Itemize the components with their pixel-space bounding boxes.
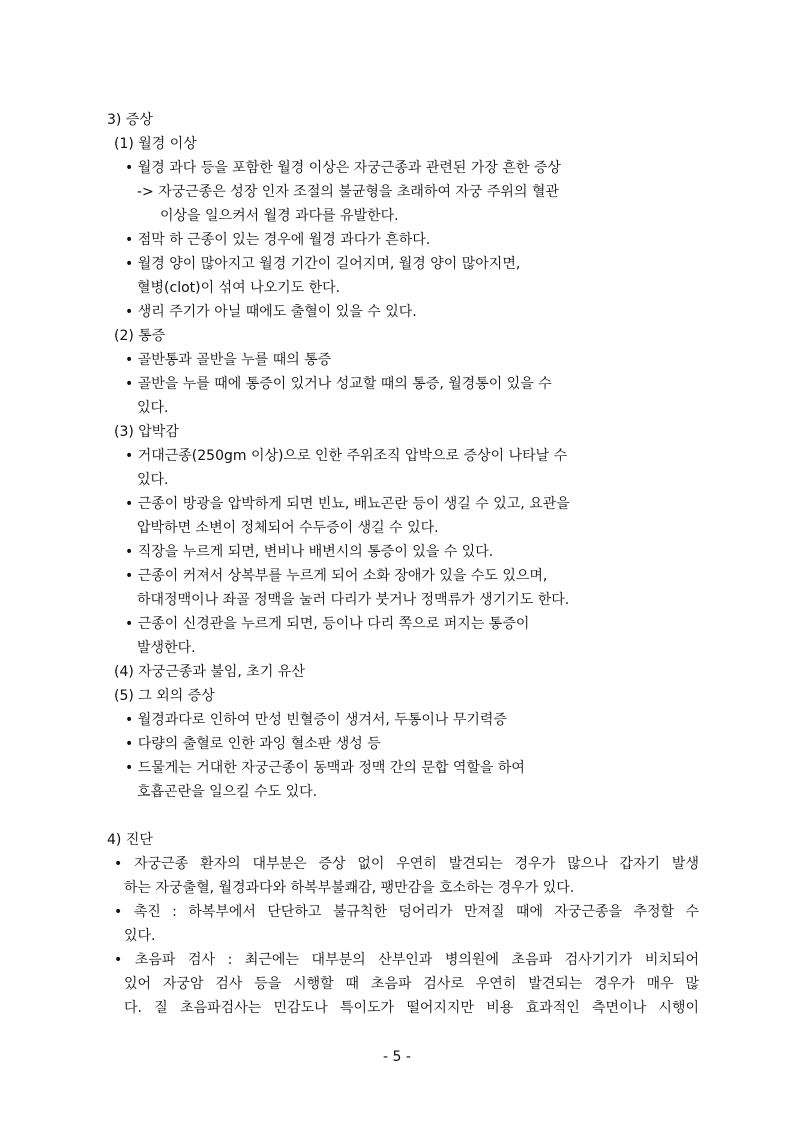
section-heading-symptoms: 3) 증상	[107, 112, 153, 128]
bullet-text: • 거대근종(250gm 이상)으로 인한 주위조직 압박으로 증상이 나타날 수	[125, 448, 568, 464]
subsection-heading-pain: (2) 통증	[114, 328, 166, 344]
subsection-heading-infertility: (4) 자궁근종과 불임, 초기 유산	[114, 664, 305, 680]
subsection-heading-pressure: (3) 압박감	[114, 424, 179, 440]
bullet-text: • 점막 하 근종이 있는 경우에 월경 과다가 흔하다.	[125, 232, 431, 248]
bullet-continuation: 발생한다.	[137, 640, 196, 656]
bullet-continuation: 하대정맥이나 좌골 정맥을 눌러 다리가 붓거나 정맥류가 생기기도 한다.	[137, 592, 570, 608]
bullet-continuation: 압박하면 소변이 정체되어 수두증이 생길 수 있다.	[137, 520, 439, 536]
diagnosis-paragraph-line: • 자궁근종 환자의 대부분은 증상 없이 우연히 발견되는 경우가 많으나 갑자기 발생	[114, 856, 699, 872]
arrow-note: -> 자궁근종은 성장 인자 조절의 불균형을 초래하여 자궁 주위의 혈관	[137, 184, 559, 200]
section-heading-diagnosis: 4) 진단	[107, 832, 153, 848]
bullet-text: • 근종이 방광을 압박하게 되면 빈뇨, 배뇨곤란 등이 생길 수 있고, 요관을	[125, 496, 570, 512]
bullet-text: • 드물게는 거대한 자궁근종이 동맥과 정맥 간의 문합 역할을 하여	[125, 760, 525, 776]
bullet-text: • 골반을 누를 때에 통증이 있거나 성교할 때의 통증, 월경통이 있을 수	[125, 376, 552, 392]
bullet-continuation: 혈병(clot)이 섞여 나오기도 한다.	[137, 280, 341, 296]
diagnosis-paragraph-line: • 초음파 검사 : 최근에는 대부분의 산부인과 병의원에 초음파 검사기기가 비치되어	[114, 952, 699, 968]
bullet-text: • 다량의 출혈로 인한 과잉 혈소판 생성 등	[125, 736, 381, 752]
bullet-continuation: 있다.	[137, 400, 169, 416]
bullet-text: • 월경 과다 등을 포함한 월경 이상은 자궁근종과 관련된 가장 흔한 증상	[125, 160, 561, 176]
bullet-text: • 월경과다로 인하여 만성 빈혈증이 생겨서, 두통이나 무기력증	[125, 712, 507, 728]
bullet-text: • 직장을 누르게 되면, 변비나 배변시의 통증이 있을 수 있다.	[125, 544, 494, 560]
diagnosis-paragraph-line: • 촉진 : 하복부에서 단단하고 불규칙한 덩어리가 만져질 때에 자궁근종을 추정할 수	[114, 904, 699, 920]
diagnosis-paragraph-line: 하는 자궁출혈, 월경과다와 하복부불쾌감, 팽만감을 호소하는 경우가 있다.	[124, 880, 575, 896]
diagnosis-paragraph-line: 있다.	[124, 928, 156, 944]
bullet-text: • 근종이 커져서 상복부를 누르게 되어 소화 장애가 있을 수도 있으며,	[125, 568, 548, 584]
bullet-continuation: 호흡곤란을 일으킬 수도 있다.	[137, 784, 318, 800]
bullet-continuation: 있다.	[137, 472, 169, 488]
bullet-text: • 생리 주기가 아닐 때에도 출혈이 있을 수 있다.	[125, 304, 417, 320]
subsection-heading-other: (5) 그 외의 증상	[114, 688, 215, 704]
subsection-heading-menstrual: (1) 월경 이상	[114, 136, 197, 152]
page-number: - 5 -	[383, 1049, 411, 1065]
diagnosis-paragraph-line: 다. 질 초음파검사는 민감도나 특이도가 떨어지지만 비용 효과적인 측면이나 시행이	[124, 1000, 699, 1016]
bullet-text: • 월경 양이 많아지고 월경 기간이 길어지며, 월경 양이 많아지면,	[125, 256, 521, 272]
bullet-text: • 근종이 신경관을 누르게 되면, 등이나 다리 쪽으로 퍼지는 통증이	[125, 616, 530, 632]
arrow-note-continuation: 이상을 일으켜서 월경 과다를 유발한다.	[160, 208, 399, 224]
bullet-text: • 골반통과 골반을 누를 때의 통증	[125, 352, 332, 368]
diagnosis-paragraph-line: 있어 자궁암 검사 등을 시행할 때 초음파 검사로 우연히 발견되는 경우가 매우 많	[124, 976, 699, 992]
